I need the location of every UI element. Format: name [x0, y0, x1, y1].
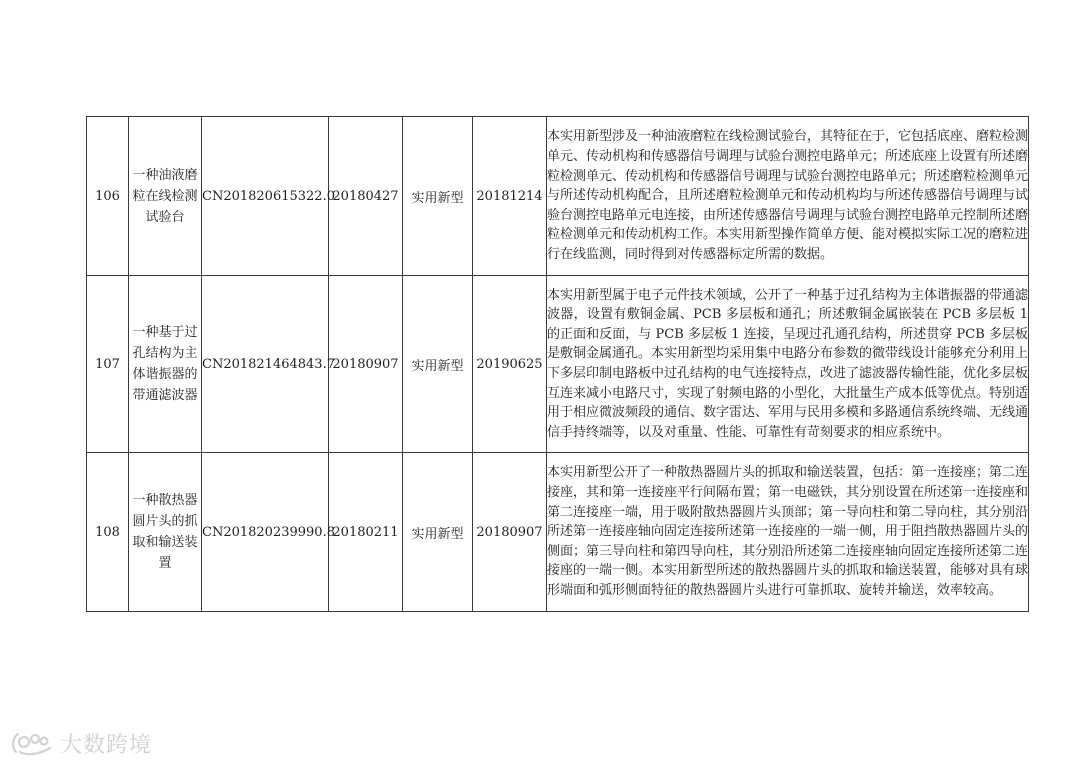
application-number: CN201821464843.7 [202, 276, 329, 453]
application-date: 20180211 [329, 453, 403, 612]
table-row [87, 453, 1029, 612]
patent-type: 实用新型 [403, 117, 473, 276]
patent-type: 实用新型 [403, 276, 473, 453]
application-date: 20180427 [329, 117, 403, 276]
grant-date: 20181214 [473, 117, 547, 276]
patent-abstract: 本实用新型涉及一种油液磨粒在线检测试验台，其特征在于，它包括底座、磨粒检测单元、传动机构和传感器信号调理与试验台测控电路单元；所述底座上设置有所述磨粒检测单元、传动机构和传感器信号调理与试验台测控电路单元；所述磨粒检测单元与所述传动机构配合，且所述磨粒检测单元和传动机构均与所述传感器信号调理与试验台测控电路单元电连接，由所述传感器信号调理与试验台测控电路单元控制所述磨粒检测单元和传动机构工作。本实用新型操作简单方便、能对模拟实际工况的磨粒进行在线监测，同时得到对传感器标定所需的数据。 [547, 117, 1029, 276]
grant-date: 20180907 [473, 453, 547, 612]
watermark [10, 726, 152, 760]
patent-name: 一种油液磨粒在线检测试验台 [129, 117, 202, 276]
patent-abstract: 本实用新型属于电子元件技术领域，公开了一种基于过孔结构为主体谐振器的带通滤波器，设置有敷铜金属、PCB 多层板和通孔；所述敷铜金属嵌装在 PCB 多层板 1 的正面和反面，与 PCB 多层板 1 连接，呈现过孔通孔结构，所述贯穿 PCB 多层板是敷铜金属通孔。本实用新型均采用集中电路分布参数的微带线设计能够充分利用上下多层印制电路板中过孔结构的电气连接特点，改进了滤波器传输性能，优化多层板互连来减小电路尺寸，实现了射频电路的小型化，大批量生产成本低等优点。特别适用于相应微波频段的通信、数字雷达、军用与民用多模和多路通信系统终端、无线通信手持终端等，以及对重量、性能、可靠性有苛刻要求的相应系统中。 [547, 276, 1029, 453]
patent-abstract: 本实用新型公开了一种散热器圆片头的抓取和输送装置，包括：第一连接座；第二连接座，其和第一连接座平行间隔布置；第一电磁铁，其分别设置在所述第一连接座和第二连接座一端，用于吸附散热器圆片头顶部；第一导向柱和第二导向柱，其分别沿所述第一连接座轴向固定连接所述第一连接座的一端一侧，用于阻挡散热器圆片头的侧面；第三导向柱和第四导向柱，其分别沿所述第二连接座轴向固定连接所述第二连接座的一端一侧。本实用新型所述的散热器圆片头的抓取和输送装置，能够对具有球形端面和弧形侧面特征的散热器圆片头进行可靠抓取、旋转并输送，效率较高。 [547, 453, 1029, 612]
row-number: 106 [87, 117, 129, 276]
patent-type: 实用新型 [403, 453, 473, 612]
patent-name: 一种散热器圆片头的抓取和输送装置 [129, 453, 202, 612]
grant-date: 20190625 [473, 276, 547, 453]
row-number: 108 [87, 453, 129, 612]
brand-logo-icon [10, 728, 54, 758]
application-number: CN201820615322.0 [202, 117, 329, 276]
table-row [87, 276, 1029, 453]
row-number: 107 [87, 276, 129, 453]
table-row [87, 117, 1029, 276]
patent-name: 一种基于过孔结构为主体谐振器的带通滤波器 [129, 276, 202, 453]
patent-table [86, 116, 1029, 612]
watermark-text: 大数跨境 [60, 732, 153, 758]
application-date: 20180907 [329, 276, 403, 453]
application-number: CN201820239990.8 [202, 453, 329, 612]
